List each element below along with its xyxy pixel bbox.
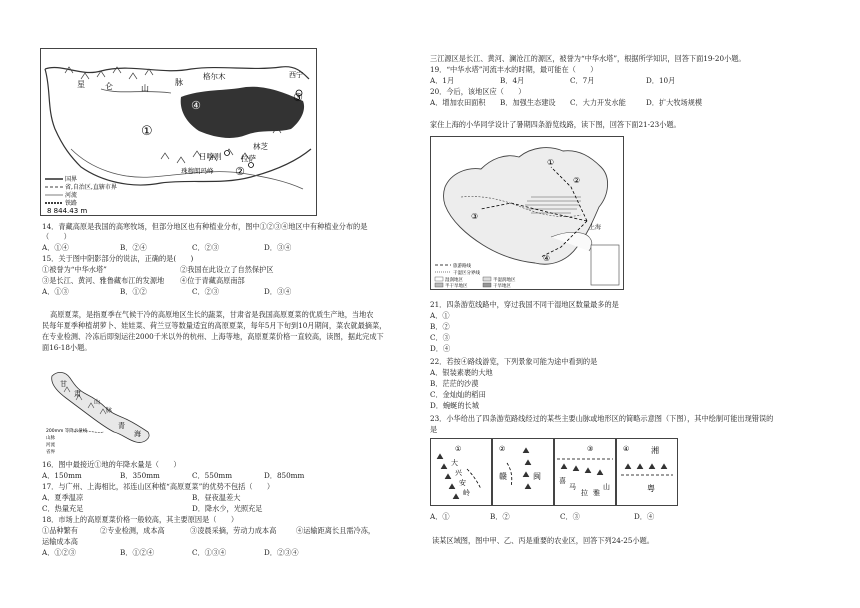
q16-option[interactable]: C．550mm — [192, 471, 233, 480]
q16-option[interactable]: D．850mm — [264, 471, 305, 480]
svg-text:山脉: 山脉 — [46, 436, 55, 441]
svg-text:省界: 省界 — [46, 450, 55, 454]
q16-option[interactable]: A．150mm — [42, 471, 82, 480]
map1-label: 日喀则 — [199, 152, 222, 161]
svg-text:山: 山 — [603, 483, 610, 491]
q18-item: ②专业检测，成本高 — [100, 526, 165, 535]
q23-option[interactable]: D．④ — [634, 512, 655, 521]
q18-item: ④运输距离长且需冷冻， — [296, 526, 376, 535]
q22-option[interactable]: D．蜿蜒的长城 — [430, 401, 479, 410]
intro-19-20: 三江源区是长江、黄河、澜沧江的源区，被誉为“中华水塔”，根据所学知识，回答下面19-20小题。 — [430, 54, 746, 63]
map1-label: 山 — [141, 84, 149, 93]
q21-option[interactable]: B．② — [430, 322, 450, 331]
map1-label: 珠穆朗玛峰 — [181, 167, 214, 175]
q21-option[interactable]: C．③ — [430, 333, 450, 342]
q18-item: ③凌晨采摘，劳动力成本高 — [190, 526, 277, 535]
q21-stem: 21．四条游览线路中，穿过我国不同干湿地区数量最多的是 — [430, 300, 619, 309]
map3-label: ① — [547, 158, 555, 167]
q22-option[interactable]: B．茫茫的沙漠 — [430, 379, 479, 388]
map1-label: 仑 — [105, 82, 113, 91]
svg-text:半湿润地区: 半湿润地区 — [493, 278, 516, 283]
q19-option[interactable]: D．10月 — [646, 76, 676, 85]
svg-text:湿润地区: 湿润地区 — [445, 278, 463, 283]
q15-option[interactable]: C．②③ — [192, 287, 220, 296]
svg-text:④: ④ — [623, 445, 630, 453]
q14-paren: （ ） — [42, 232, 71, 241]
q23-option[interactable]: A．① — [430, 512, 450, 521]
q20-stem: 20．今后，该地区应（ ） — [430, 87, 526, 96]
map2-label: 青 — [118, 422, 125, 430]
q19-option[interactable]: A．1月 — [430, 76, 455, 85]
map3-label: 上海 — [589, 224, 602, 231]
china-routes-map — [430, 136, 624, 290]
q17-option[interactable]: D．降水少，光照充足 — [192, 504, 263, 513]
q14-option[interactable]: D．③④ — [264, 243, 292, 252]
q18-option[interactable]: D．②③④ — [264, 548, 299, 557]
q21-option[interactable]: A．① — [430, 311, 450, 320]
q22-stem: 22．若按④路线游览，下列景象可能为途中看到的是 — [430, 357, 598, 366]
q18-item-cont: 运输成本高 — [42, 537, 78, 546]
svg-text:省,自治区,直辖市界: 省,自治区,直辖市界 — [65, 184, 117, 191]
q22-option[interactable]: A．银装素裹的大地 — [430, 368, 493, 377]
q19-option[interactable]: B．4月 — [500, 76, 525, 85]
elevation-label: 8 844.43 m — [47, 207, 88, 215]
map1-label: 格尔木 — [203, 72, 226, 81]
svg-text:湘: 湘 — [651, 446, 659, 455]
q18-option[interactable]: A．①②③ — [42, 548, 76, 557]
map1-number: ③ — [293, 91, 303, 104]
q18-option[interactable]: C．①③④ — [192, 548, 227, 557]
intro-24-25: 读某区域图，图中甲、乙、丙是重要的农业区，回答下列24-25小题。 — [432, 536, 654, 545]
map1-label: 星 — [77, 80, 85, 89]
svg-text:200mm 等降水量线: 200mm 等降水量线 — [46, 429, 88, 434]
map3-legend — [435, 262, 516, 289]
q20-option[interactable]: C．大力开发水能 — [570, 98, 626, 107]
q23-panel-2 — [492, 438, 554, 506]
left-column — [0, 0, 420, 608]
svg-text:①: ① — [455, 445, 462, 453]
map1-number: ④ — [191, 99, 201, 112]
map1-number: ① — [141, 124, 153, 139]
q22-option[interactable]: C．金灿灿的稻田 — [430, 390, 486, 399]
q19-option[interactable]: C．7月 — [570, 76, 595, 85]
svg-text:闽: 闽 — [533, 472, 541, 481]
map2-label: 甘 — [60, 380, 67, 388]
q17-option[interactable]: C．热量充足 — [42, 504, 84, 513]
q20-option[interactable]: A．增加农田面积 — [430, 98, 486, 107]
svg-text:③: ③ — [587, 445, 594, 453]
map1-label: 拉萨 — [241, 154, 256, 163]
map2-label: 山 — [94, 399, 101, 406]
map1-label: 林芝 — [253, 142, 268, 151]
svg-text:粤: 粤 — [647, 484, 655, 493]
q15-option[interactable]: B．①② — [120, 287, 147, 296]
q17-option[interactable]: A．夏季温凉 — [42, 493, 84, 502]
svg-text:河流: 河流 — [46, 443, 55, 448]
passage-line: 高原夏菜，是指夏季在气候干冷的高原地区生长的蔬菜，甘肃省是我国高原夏菜的优质生产地，当地农 — [50, 310, 374, 319]
map3-label: ④ — [543, 254, 551, 263]
svg-text:喜: 喜 — [559, 477, 566, 485]
svg-text:干湿区分界线: 干湿区分界线 — [453, 271, 480, 276]
svg-text:拉: 拉 — [581, 489, 588, 497]
intro-21-23: 家住上海的小华同学设计了暑期四条游览线路，读下图，回答下面21-23小题。 — [430, 120, 681, 129]
q23-option[interactable]: B．② — [490, 512, 510, 521]
q23-panel-4 — [616, 438, 678, 506]
passage-line: 面16-18小题。 — [42, 343, 92, 352]
svg-text:安: 安 — [459, 479, 466, 487]
q15-item: ③是长江、黄河、雅鲁藏布江的发源地 — [42, 276, 165, 285]
q14-stem: 14．青藏高原是我国的高寒牧场，但部分地区也有种植业分布，图中①②③④地区中有种植业分布的是 — [42, 222, 368, 231]
svg-text:雅: 雅 — [593, 489, 600, 497]
svg-text:铁路: 铁路 — [65, 200, 78, 207]
q18-option[interactable]: B．①②④ — [120, 548, 155, 557]
q19-stem: 19．“中华水塔”河流丰水的时期，最可能在（ ） — [430, 65, 598, 74]
right-column — [420, 0, 860, 608]
map1-number: ② — [235, 165, 245, 178]
svg-text:河流: 河流 — [65, 192, 78, 199]
svg-text:马: 马 — [569, 483, 576, 491]
svg-text:②: ② — [499, 445, 506, 453]
q17-stem: 17．与广州、上海相比，祁连山区种植“高原夏菜”的优势不包括（ ） — [42, 482, 275, 491]
svg-text:兴: 兴 — [455, 469, 462, 477]
q23-stem: 23．小华给出了四条游览路线经过的某些主要山脉或地形区的简略示意图（下图），其中绘制可能出现错误的 — [430, 414, 774, 423]
q15-stem: 15．关于图中阴影部分的说法，正确的是( ) — [42, 254, 194, 263]
q16-stem: 16．图中最接近①地的年降水量是（ ） — [42, 460, 181, 469]
svg-text:旅游路线: 旅游路线 — [453, 264, 471, 269]
gansu-map — [44, 362, 164, 454]
q23-panel-3 — [554, 438, 616, 506]
q18-item: ①品种繁有 — [42, 526, 78, 535]
map3-label: ② — [573, 176, 581, 185]
svg-text:岭: 岭 — [463, 489, 470, 497]
qinghai-tibet-map — [40, 48, 317, 216]
q23-stem-cont: 是 — [430, 425, 438, 434]
passage-line: 民每年夏季种植胡萝卜、娃娃菜、荷兰豆等数量适宜的高原夏菜，每年5月下旬到10月期间，菜农就最摘菜， — [42, 321, 387, 330]
q15-item: ②我国在此设立了自然保护区 — [180, 265, 274, 274]
map2-label: 海 — [134, 430, 141, 438]
map2-legend — [46, 427, 88, 454]
svg-text:赣: 赣 — [499, 472, 507, 481]
svg-text:国界: 国界 — [65, 176, 78, 183]
q14-option[interactable]: C．②③ — [192, 243, 220, 252]
svg-text:干旱地区: 干旱地区 — [493, 284, 511, 289]
q20-option[interactable]: B．加强生态建设 — [500, 98, 556, 107]
q15-option[interactable]: D．③④ — [264, 287, 292, 296]
q20-option[interactable]: D．扩大牧场规模 — [646, 98, 703, 107]
q15-item: ①被誉为“中华水塔” — [42, 265, 107, 274]
q23-panels — [430, 438, 676, 506]
map1-label: 脉 — [175, 78, 183, 87]
passage-line: 在专业检测、冷冻后即刻运往2000千米以外的杭州、上海等地，高原夏菜价格一直较高，读图，据此完成下 — [42, 332, 384, 341]
q15-option[interactable]: A．①③ — [42, 287, 69, 296]
svg-text:大: 大 — [451, 459, 458, 467]
q23-option[interactable]: C．③ — [560, 512, 580, 521]
map3-label: ③ — [471, 212, 479, 221]
q18-stem: 18．市场上的高原夏菜价格一般较高，其主要原因是（ ） — [42, 515, 239, 524]
q17-option[interactable]: B．昼夜温差大 — [192, 493, 241, 502]
svg-text:半干旱地区: 半干旱地区 — [445, 284, 468, 289]
map2-label: 脉 — [106, 407, 113, 414]
q14-option[interactable]: B．②④ — [120, 243, 147, 252]
map1-label: 西宁 — [289, 71, 303, 79]
q14-option[interactable]: A．①④ — [42, 243, 69, 252]
q15-item: ④位于青藏高原南部 — [180, 276, 245, 285]
q23-panel-1 — [430, 438, 492, 506]
map2-label: 肃 — [74, 390, 81, 398]
q21-option[interactable]: D．④ — [430, 344, 451, 353]
q16-option[interactable]: B．350mm — [120, 471, 160, 480]
